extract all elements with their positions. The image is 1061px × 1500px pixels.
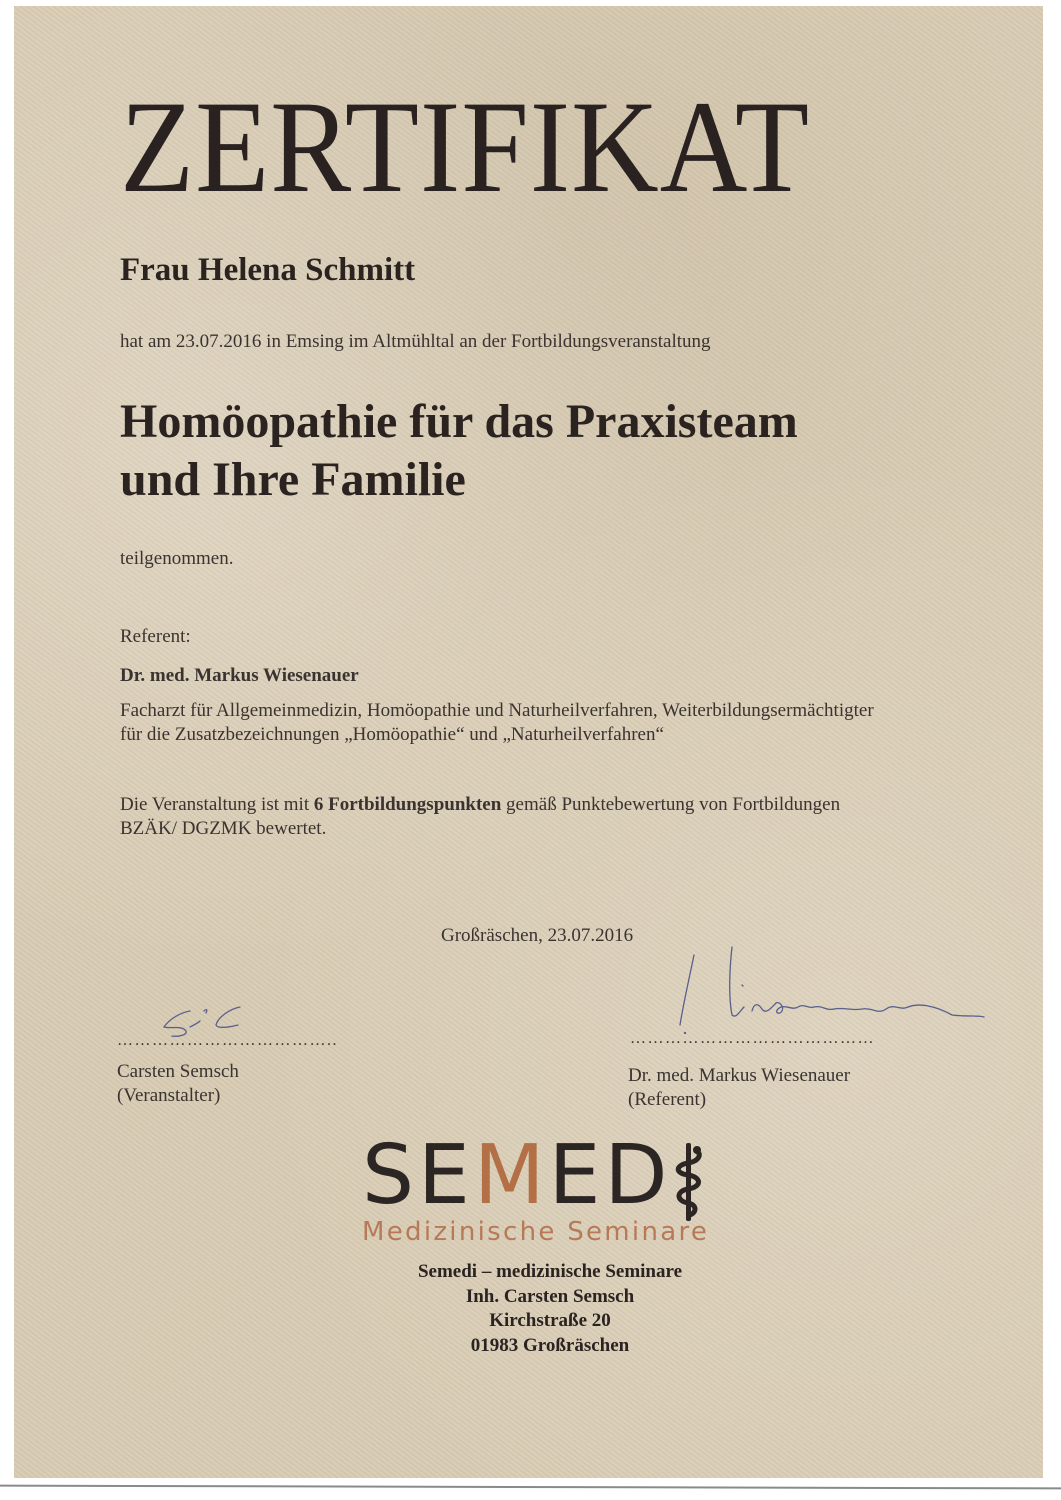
recipient-name: Frau Helena Schmitt <box>120 252 416 288</box>
signer-right <box>628 1064 850 1112</box>
points-value: 6 Fortbildungspunkten <box>313 794 502 815</box>
logo-part-ed: ED <box>548 1128 672 1223</box>
scan-edge-line <box>0 1485 1061 1490</box>
signature-line-left: ……………………………….. <box>117 1032 338 1049</box>
logo-part-m: M <box>473 1128 549 1223</box>
address-line-3: Kirchstraße 20 <box>489 1310 611 1331</box>
address-line-2: Inh. Carsten Semsch <box>465 1285 635 1307</box>
points-suffix: gemäß Punktebewertung von Fortbildungen <box>501 794 841 815</box>
logo-subtitle: Medizinische Seminare <box>362 1217 710 1247</box>
course-title-line-2: und Ihre Familie <box>120 453 466 506</box>
address-line-4: 01983 Großräschen <box>470 1334 630 1356</box>
semedi-logo <box>362 1128 742 1252</box>
signer-left-role: (Veranstalter) <box>117 1085 221 1106</box>
course-title-line-1: Homöopathie für das Praxisteam <box>120 395 798 448</box>
organizer-address <box>350 1260 750 1358</box>
referent-description <box>120 699 1000 747</box>
course-title <box>120 393 1000 509</box>
certificate-title: ZERTIFIKAT <box>120 73 810 220</box>
address-line-1: Semedi – medizinische Seminare <box>417 1261 683 1282</box>
signer-left-name: Carsten Semsch <box>117 1061 239 1082</box>
logo-wordmark <box>362 1128 672 1223</box>
place-and-date: Großräschen, 23.07.2016 <box>441 925 634 946</box>
referent-description-line-2: für die Zusatzbezeichnungen „Homöopathie“ und „Naturheilverfahren“ <box>120 724 664 745</box>
intro-text: hat am 23.07.2016 in Emsing im Altmühltal an der Fortbildungsveranstaltung <box>120 331 711 352</box>
referent-name: Dr. med. Markus Wiesenauer <box>120 665 359 686</box>
signer-right-role: (Referent) <box>628 1089 707 1110</box>
logo-part-se: SE <box>362 1128 474 1223</box>
signature-line-right: …………………………………… <box>630 1030 875 1047</box>
points-line-2: BZÄK/ DGZMK bewertet. <box>120 818 327 839</box>
points-statement <box>120 793 1000 841</box>
signer-left <box>117 1060 239 1108</box>
participated-text: teilgenommen. <box>120 548 234 569</box>
referent-label: Referent: <box>120 626 191 647</box>
rod-of-asclepius-icon <box>672 1143 704 1221</box>
points-line-1 <box>120 793 1000 817</box>
signer-right-name: Dr. med. Markus Wiesenauer <box>628 1065 851 1086</box>
points-prefix: Die Veranstaltung ist mit <box>120 794 314 815</box>
referent-description-line-1: Facharzt für Allgemeinmedizin, Homöopathie und Naturheilverfahren, Weiterbildungsermächtigter <box>120 700 874 721</box>
